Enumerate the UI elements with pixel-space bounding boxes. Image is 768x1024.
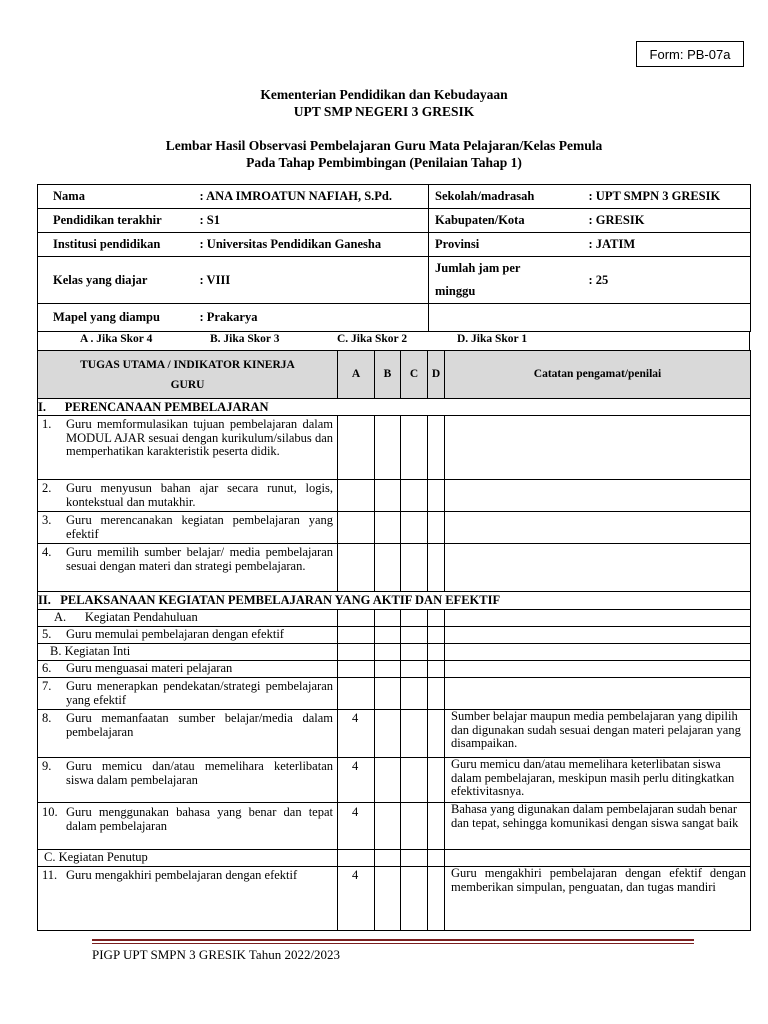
observer-note: Guru mengakhiri pembelajaran dengan efektif dengan memberikan simpulan, penguatan, dan tugas mandiri — [445, 867, 751, 931]
table-row — [38, 661, 751, 678]
item-text: Guru menerapkan pendekatan/strategi pembelajaran yang efektif — [66, 679, 333, 707]
score-value: 4 — [338, 758, 375, 803]
item-number: 3. — [42, 513, 52, 527]
table-row — [38, 480, 751, 512]
sheet-title: Lembar Hasil Observasi Pembelajaran Guru Mata Pelajaran/Kelas Pemula — [165, 138, 603, 153]
item-number: 10. — [42, 805, 58, 819]
section-2-title: II. PELAKSANAAN KEGIATAN PEMBELAJARAN YANG AKTIF DAN EFEKTIF — [38, 592, 751, 610]
pendidikan-value: : S1 — [198, 209, 429, 233]
nama-value: : ANA IMROATUN NAFIAH, S.Pd. — [198, 185, 429, 209]
section-1-title: I. PERENCANAAN PEMBELAJARAN — [38, 399, 751, 416]
observation-table — [37, 350, 751, 931]
item-text: Guru memformulasikan tujuan pembelajaran dalam MODUL AJAR sesuai dengan kurikulum/silabus dan memperhatikan karakteristik peserta didik. — [66, 417, 333, 458]
ministry-title: Kementerian Pendidikan dan Kebudayaan — [260, 87, 508, 102]
col-c-header: C — [401, 351, 428, 399]
item-number: 4. — [42, 545, 52, 559]
school-title: UPT SMP NEGERI 3 GRESIK — [293, 104, 475, 119]
table-row — [38, 512, 751, 544]
score-d: D. Jika Skor 1 — [457, 333, 528, 345]
jam-label: Jumlah jam per minggu — [429, 257, 587, 304]
item-number: 8. — [42, 711, 52, 725]
item-text: Guru memulai pembelajaran dengan efektif — [66, 627, 284, 641]
table-row — [38, 416, 751, 480]
footer-text: PIGP UPT SMPN 3 GRESIK Tahun 2022/2023 — [92, 947, 341, 962]
mapel-value: : Prakarya — [198, 304, 429, 332]
score-value: 4 — [338, 803, 375, 850]
item-text: Guru memanfaatan sumber belajar/media dalam pembelajaran — [66, 711, 333, 739]
observer-note: Bahasa yang digunakan dalam pembelajaran sudah benar dan tepat, sehingga komunikasi dengan siswa sangat baik — [445, 803, 751, 850]
notes-header: Catatan pengamat/penilai — [445, 351, 751, 399]
score-value: 4 — [338, 710, 375, 758]
table-row — [38, 758, 751, 803]
sub-c-title: C. Kegiatan Penutup — [38, 850, 338, 867]
item-text: Guru memicu dan/atau memelihara keterlibatan siswa dalam pembelajaran — [66, 759, 333, 787]
sheet-subtitle: Pada Tahap Pembimbingan (Penilaian Tahap 1) — [246, 155, 522, 170]
score-value: 4 — [338, 867, 375, 931]
sekolah-value: : UPT SMPN 3 GRESIK — [587, 185, 751, 209]
mapel-label: Mapel yang diampu — [38, 304, 198, 332]
table-row — [38, 678, 751, 710]
item-number: 2. — [42, 481, 52, 495]
item-number: 9. — [42, 759, 52, 773]
nama-label: Nama — [38, 185, 198, 209]
institusi-value: : Universitas Pendidikan Ganesha — [198, 233, 429, 257]
item-number: 11. — [42, 868, 58, 882]
col-d-header: D — [428, 351, 445, 399]
sub-b-title: B. Kegiatan Inti — [38, 644, 338, 661]
item-text: Guru menggunakan bahasa yang benar dan tepat dalam pembelajaran — [66, 805, 333, 833]
teacher-info-table — [37, 184, 751, 332]
item-number: 1. — [42, 417, 52, 431]
sub-a-title: A. Kegiatan Pendahuluan — [38, 610, 338, 627]
score-a: A . Jika Skor 4 — [80, 333, 153, 345]
table-row — [38, 867, 751, 931]
table-row — [38, 627, 751, 644]
item-text: Guru memilih sumber belajar/ media pembelajaran sesuai dengan materi dan strategi pembelajaran. — [66, 545, 333, 573]
sekolah-label: Sekolah/madrasah — [429, 185, 587, 209]
kelas-label: Kelas yang diajar — [38, 257, 198, 304]
observer-note: Guru memicu dan/atau memelihara keterlibatan siswa dalam pembelajaran, meskipun masih perlu ditingkatkan efektivitasnya. — [445, 758, 751, 803]
score-b: B. Jika Skor 3 — [210, 333, 280, 345]
provinsi-value: : JATIM — [587, 233, 751, 257]
form-code-box: Form: PB-07a — [636, 41, 744, 67]
table-row — [38, 803, 751, 850]
kabupaten-value: : GRESIK — [587, 209, 751, 233]
col-a-header: A — [338, 351, 375, 399]
item-text: Guru menyusun bahan ajar secara runut, logis, kontekstual dan mutakhir. — [66, 481, 333, 509]
kelas-value: : VIII — [198, 257, 429, 304]
item-text: Guru merencanakan kegiatan pembelajaran yang efektif — [66, 513, 333, 541]
footer-divider — [92, 939, 694, 941]
provinsi-label: Provinsi — [429, 233, 587, 257]
kabupaten-label: Kabupaten/Kota — [429, 209, 587, 233]
institusi-label: Institusi pendidikan — [38, 233, 198, 257]
pendidikan-label: Pendidikan terakhir — [38, 209, 198, 233]
table-row — [38, 710, 751, 758]
item-number: 5. — [42, 627, 52, 641]
task-header: TUGAS UTAMA / INDIKATOR KINERJA GURU — [38, 351, 338, 399]
jam-value: : 25 — [587, 257, 751, 304]
item-number: 6. — [42, 661, 52, 675]
item-text: Guru mengakhiri pembelajaran dengan efektif — [66, 868, 298, 882]
footer-divider-thin — [92, 943, 694, 944]
observer-note: Sumber belajar maupun media pembelajaran yang dipilih dan digunakan sudah sesuai dengan materi pelajaran yang disampaikan. — [445, 710, 751, 758]
item-number: 7. — [42, 679, 52, 693]
item-text: Guru menguasai materi pelajaran — [66, 661, 233, 675]
col-b-header: B — [375, 351, 401, 399]
score-c: C. Jika Skor 2 — [337, 333, 408, 345]
score-legend — [37, 331, 750, 351]
table-row — [38, 544, 751, 592]
